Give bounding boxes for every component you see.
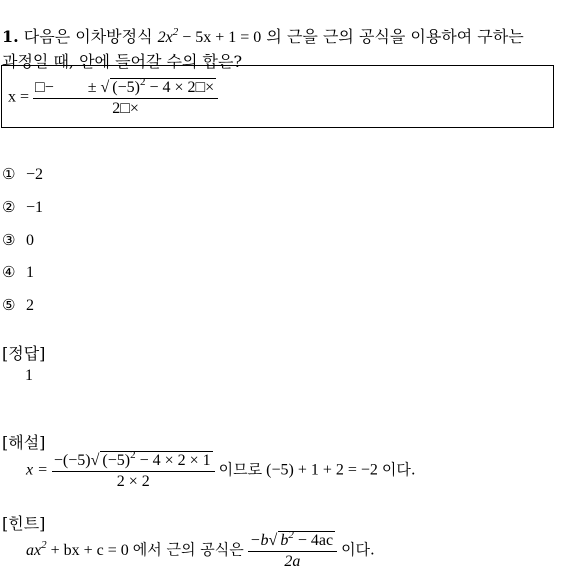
sqrt-sign: √ — [100, 79, 110, 96]
question-equation: $2x^2 - 5x + 1 = 0$ — [157, 26, 262, 46]
choice-3[interactable]: ③ 0 — [2, 231, 34, 249]
question-line-1 — [2, 27, 524, 48]
box-lhs: x = — [8, 88, 30, 106]
choice-1[interactable]: ① −2 — [2, 165, 44, 183]
box-formula — [8, 78, 218, 118]
answer-label: [정답] — [2, 344, 46, 363]
hint-denominator: 2a — [284, 553, 301, 570]
question-text-end: 의 근을 근의 공식을 이용하여 구하는 — [266, 27, 524, 46]
hint-formula: $ax^2$ + bx + c = 0 에서 근의 공식은 $\frac{-b√ b^2 - 4ac}{2a}$ 이다. — [26, 529, 375, 570]
choice-2[interactable]: ② −1 — [2, 198, 44, 216]
explanation-denominator: 2 × 2 — [116, 473, 150, 490]
box-denominator: 2□× — [112, 100, 139, 117]
explanation-fraction — [52, 451, 215, 491]
hint-fraction — [248, 531, 337, 571]
explanation-label: [해설] — [2, 433, 46, 452]
explanation-numerator: −(−5)√ $(-5)^2 - 4 \times 2 \times 1$ — [52, 451, 215, 472]
answer-value: 1 — [25, 367, 33, 384]
hint-numerator: −b√ $b^2 - 4ac$ — [248, 531, 337, 552]
box-fraction — [33, 78, 218, 118]
choice-4[interactable]: ④ 1 — [2, 263, 34, 281]
question-line-2: 과정일 때, 안에 들어갈 수의 합은? — [2, 52, 243, 71]
choice-5[interactable]: ⑤ 2 — [2, 296, 34, 314]
explanation-formula: x = $\frac{-(-5)√ (-5)^2 - 4 \times 2 \times 1}{2 \times 2}$ 이므로 (−5) + 1 + 2 = −2 이다. — [26, 449, 416, 490]
question-text-start: 다음은 이차방정식 — [23, 27, 153, 46]
hint-label: [힌트] — [2, 514, 46, 533]
box-numerator: □− ± √ $(-5)^2 - 4$ × 2□× — [33, 78, 218, 99]
explanation-result: (−5) + 1 + 2 = −2 — [266, 461, 378, 479]
question-number: 1. — [2, 27, 19, 46]
